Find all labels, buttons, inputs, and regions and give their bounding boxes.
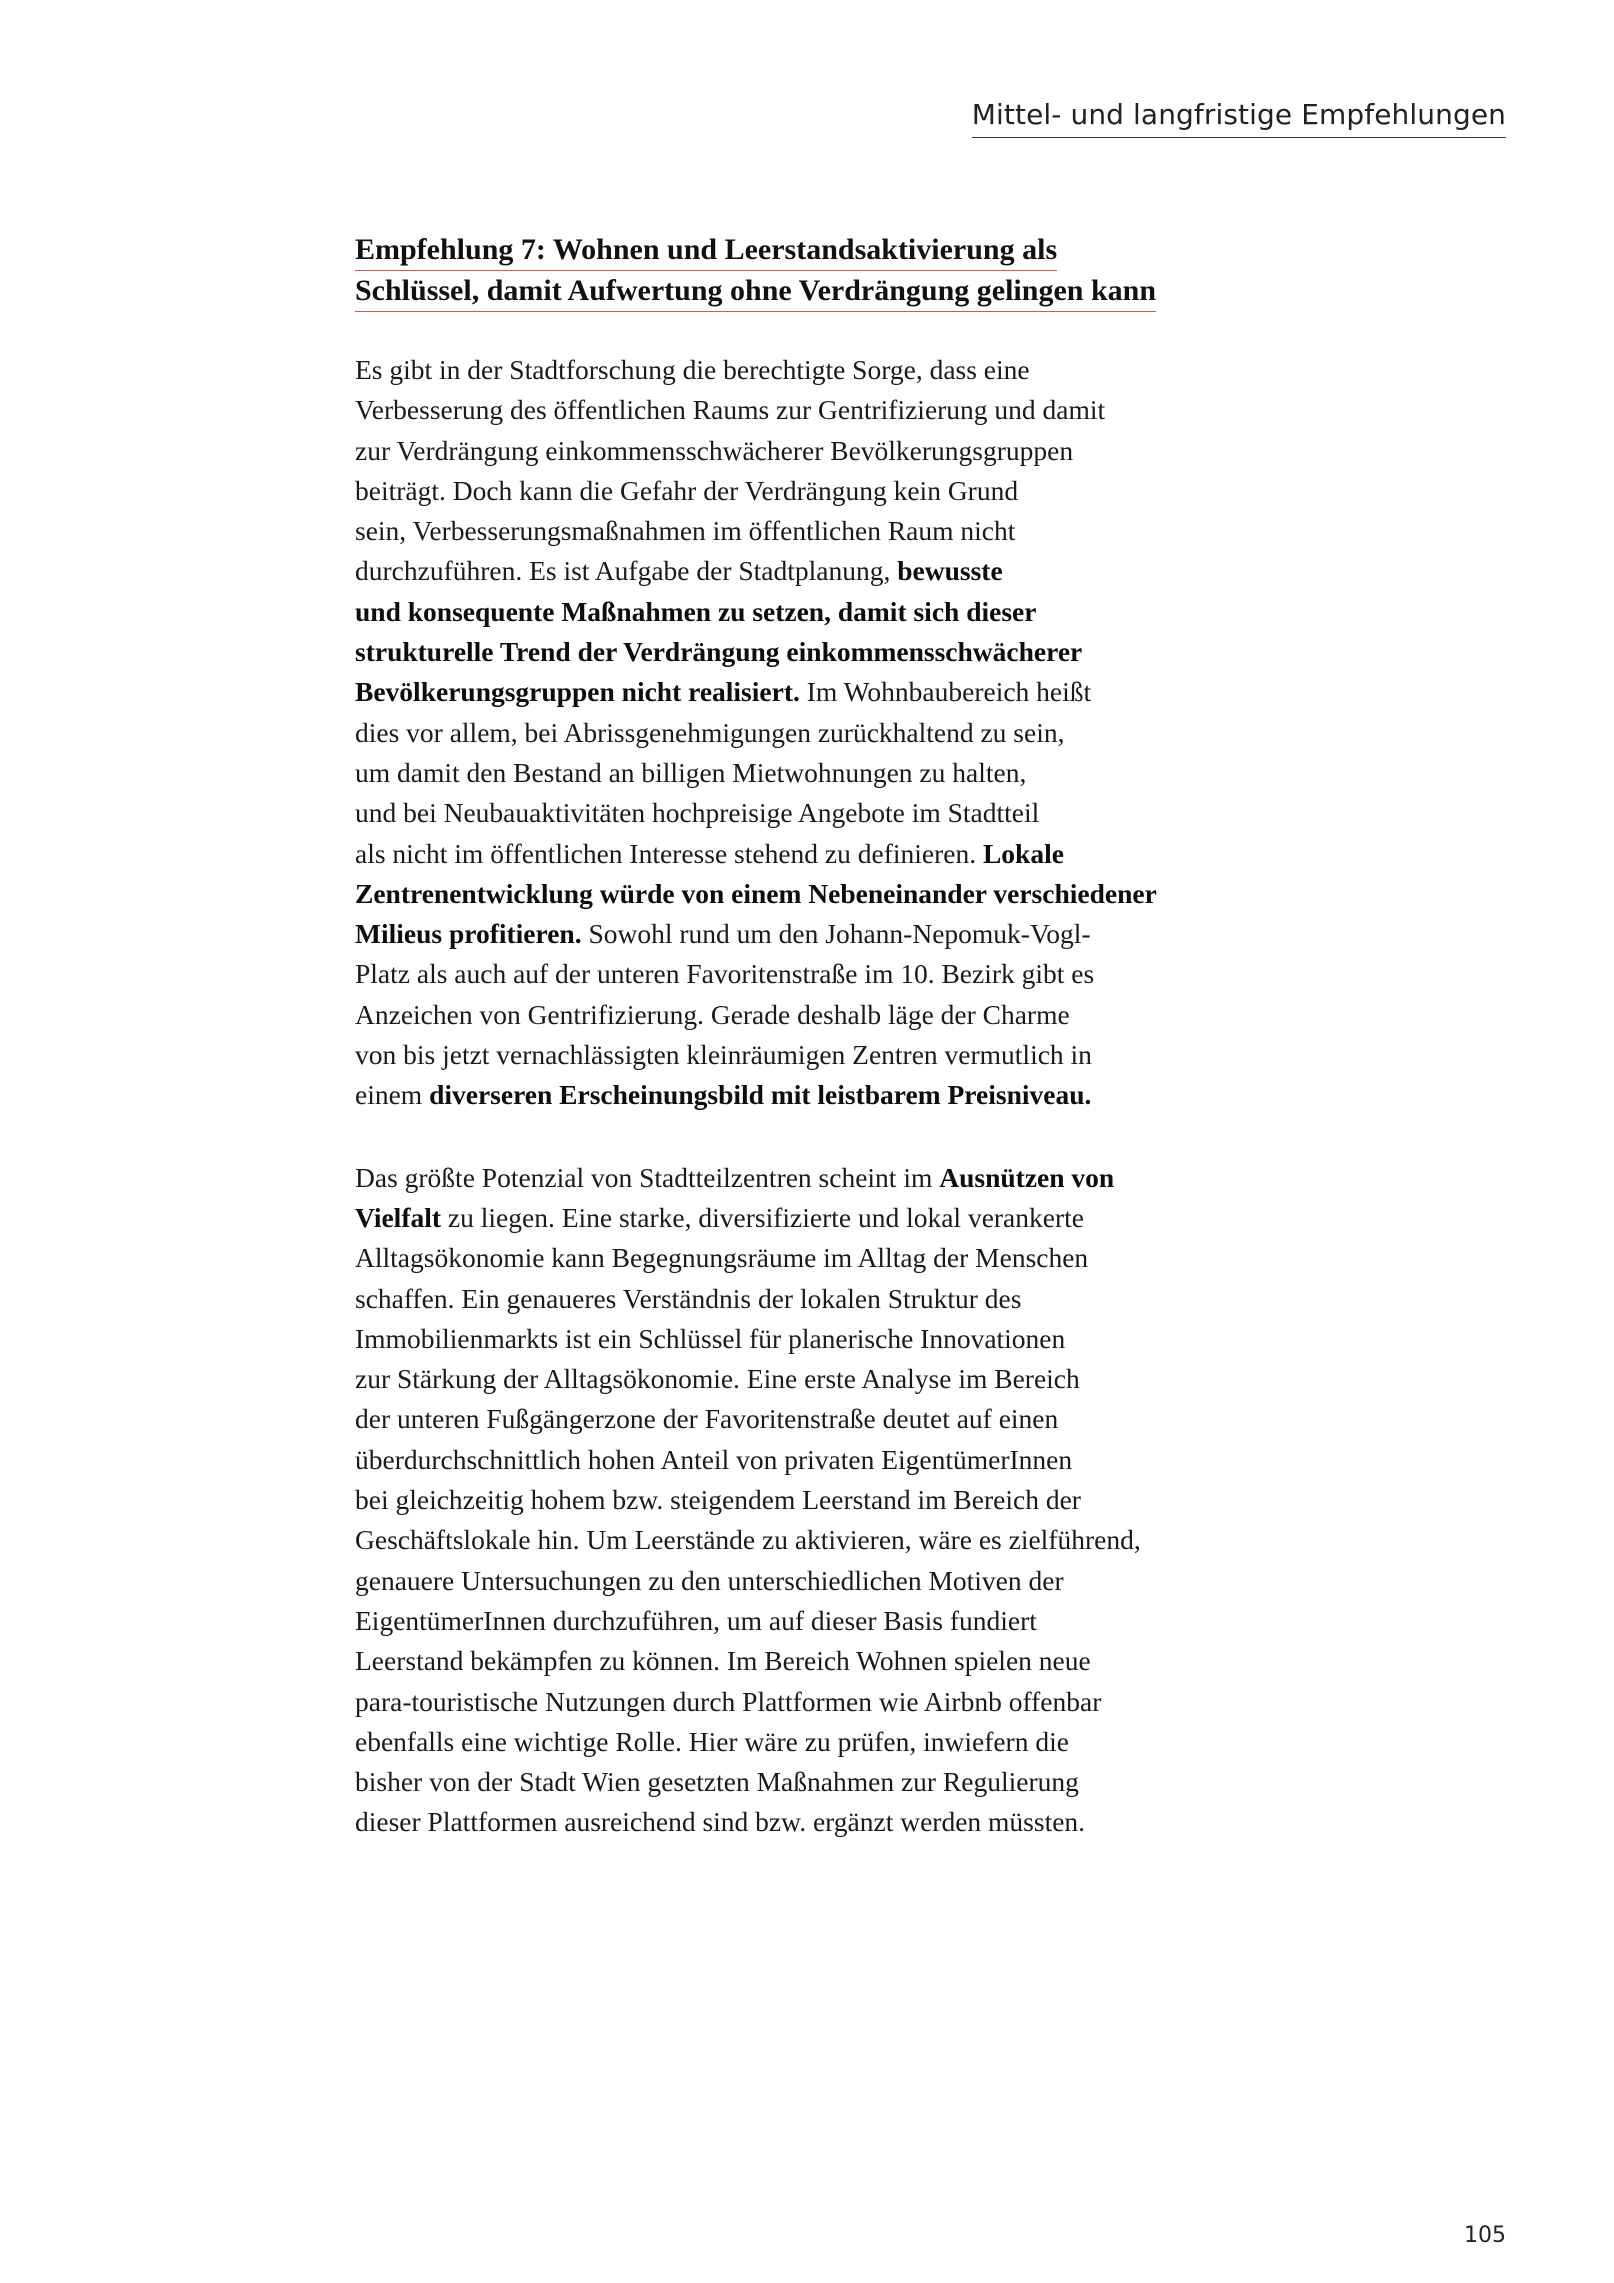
paragraph-line	[355, 1601, 1235, 1641]
paragraph-line	[355, 1359, 1235, 1399]
paragraph-line	[355, 350, 1235, 390]
text-run: Platz als auch auf der unteren Favoritenstraße im 10. Bezirk gibt es	[355, 958, 1095, 990]
text-run: zur Verdrängung einkommensschwächerer Bevölkerungsgruppen	[355, 434, 1074, 466]
paragraph-line	[355, 1802, 1235, 1842]
text-run: der unteren Fußgängerzone der Favoritenstraße deutet auf einen	[355, 1403, 1059, 1435]
paragraph-line	[355, 1722, 1235, 1762]
paragraph-line	[355, 1641, 1235, 1681]
paragraph-line	[355, 1279, 1235, 1319]
paragraph-line	[355, 753, 1235, 793]
text-run: dies vor allem, bei Abrissgenehmigungen zurückhaltend zu sein,	[355, 716, 1065, 748]
paragraph-line	[355, 390, 1235, 430]
paragraph-1	[355, 350, 1235, 1116]
bold-text-run: strukturelle Trend der Verdrängung einkommensschwächerer	[355, 636, 1083, 668]
text-run: EigentümerInnen durchzuführen, um auf dieser Basis fundiert	[355, 1604, 1037, 1636]
paragraph-line	[355, 834, 1235, 874]
paragraph-line	[355, 914, 1235, 954]
text-run: bei gleichzeitig hohem bzw. steigendem Leerstand im Bereich der	[355, 1484, 1081, 1516]
running-header: Mittel- und langfristige Empfehlungen	[972, 98, 1506, 138]
paragraph-line	[355, 1480, 1235, 1520]
paragraph-line	[355, 511, 1235, 551]
text-run: einem	[355, 1079, 430, 1111]
paragraph-line	[355, 1762, 1235, 1802]
text-run: dieser Plattformen ausreichend sind bzw. ergänzt werden müssten.	[355, 1806, 1086, 1838]
text-run: von bis jetzt vernachlässigten kleinräumigen Zentren vermutlich in	[355, 1039, 1092, 1071]
paragraph-line	[355, 632, 1235, 672]
paragraph-line	[355, 1319, 1235, 1359]
text-run: Geschäftslokale hin. Um Leerstände zu aktivieren, wäre es zielführend,	[355, 1524, 1141, 1556]
text-run: Das größte Potenzial von Stadtteilzentren scheint im	[355, 1161, 940, 1193]
main-content	[355, 230, 1235, 1885]
text-run: Im Wohnbaubereich heißt	[799, 676, 1092, 708]
paragraph-line	[355, 592, 1235, 632]
text-run: schaffen. Ein genaueres Verständnis der lokalen Struktur des	[355, 1282, 1022, 1314]
bold-text-run: bewusste	[897, 555, 1003, 587]
text-run: als nicht im öffentlichen Interesse stehend zu definieren.	[355, 837, 983, 869]
text-run: genauere Untersuchungen zu den unterschiedlichen Motiven der	[355, 1564, 1064, 1596]
paragraph-line	[355, 551, 1235, 591]
text-run: um damit den Bestand an billigen Mietwohnungen zu halten,	[355, 756, 1027, 788]
bold-text-run: Lokale	[982, 837, 1064, 869]
paragraph-line	[355, 1198, 1235, 1238]
section-title-line-1: Empfehlung 7: Wohnen und Leerstandsaktivierung als	[355, 230, 1057, 271]
paragraph-line	[355, 793, 1235, 833]
paragraph-line	[355, 713, 1235, 753]
paragraph-line	[355, 1682, 1235, 1722]
paragraph-line	[355, 1158, 1235, 1198]
paragraph-line	[355, 1440, 1235, 1480]
text-run: Anzeichen von Gentrifizierung. Gerade deshalb läge der Charme	[355, 998, 1070, 1030]
bold-text-run: Ausnützen von	[939, 1161, 1115, 1193]
text-run: Es gibt in der Stadtforschung die berechtigte Sorge, dass eine	[355, 354, 1030, 385]
bold-text-run: Bevölkerungsgruppen nicht realisiert.	[355, 676, 800, 708]
paragraph-2	[355, 1158, 1235, 1843]
text-run: Leerstand bekämpfen zu können. Im Bereich Wohnen spielen neue	[355, 1645, 1091, 1677]
page-number: 105	[1464, 2223, 1506, 2248]
paragraph-line	[355, 672, 1235, 712]
paragraph-line	[355, 1238, 1235, 1278]
bold-text-run: Milieus profitieren.	[355, 918, 582, 950]
paragraph-line	[355, 1520, 1235, 1560]
paragraph-line	[355, 1035, 1235, 1075]
text-run: Alltagsökonomie kann Begegnungsräume im Alltag der Menschen	[355, 1242, 1089, 1274]
paragraph-line	[355, 471, 1235, 511]
text-run: zur Stärkung der Alltagsökonomie. Eine erste Analyse im Bereich	[355, 1363, 1080, 1395]
text-run: beiträgt. Doch kann die Gefahr der Verdrängung kein Grund	[355, 474, 1019, 506]
text-run: bisher von der Stadt Wien gesetzten Maßnahmen zur Regulierung	[355, 1766, 1079, 1798]
paragraph-line	[355, 1075, 1235, 1115]
text-run: Immobilienmarkts ist ein Schlüssel für planerische Innovationen	[355, 1322, 1066, 1354]
text-run: ebenfalls eine wichtige Rolle. Hier wäre zu prüfen, inwiefern die	[355, 1725, 1069, 1757]
text-run: Sowohl rund um den Johann-Nepomuk-Vogl-	[581, 918, 1091, 950]
section-title	[355, 230, 1235, 312]
text-run: durchzuführen. Es ist Aufgabe der Stadtplanung,	[355, 555, 898, 587]
paragraph-line	[355, 954, 1235, 994]
paragraph-line	[355, 431, 1235, 471]
bold-text-run: Zentrenentwicklung würde von einem Nebeneinander verschiedener	[355, 877, 1157, 909]
text-run: überdurchschnittlich hohen Anteil von privaten EigentümerInnen	[355, 1443, 1073, 1475]
bold-text-run: und konsequente Maßnahmen zu setzen, damit sich dieser	[355, 595, 1037, 627]
paragraph-line	[355, 1399, 1235, 1439]
bold-text-run: Vielfalt	[355, 1201, 442, 1233]
bold-text-run: diverseren Erscheinungsbild mit leistbarem Preisniveau.	[429, 1079, 1092, 1111]
text-run: Verbesserung des öffentlichen Raums zur Gentrifizierung und damit	[355, 394, 1106, 426]
text-run: zu liegen. Eine starke, diversifizierte und lokal verankerte	[441, 1201, 1084, 1233]
section-title-line-2: Schlüssel, damit Aufwertung ohne Verdrängung gelingen kann	[355, 271, 1156, 312]
paragraph-line	[355, 874, 1235, 914]
text-run: para-touristische Nutzungen durch Plattformen wie Airbnb offenbar	[355, 1685, 1102, 1717]
text-run: sein, Verbesserungsmaßnahmen im öffentlichen Raum nicht	[355, 515, 1016, 547]
paragraph-line	[355, 1561, 1235, 1601]
paragraph-line	[355, 995, 1235, 1035]
text-run: und bei Neubauaktivitäten hochpreisige Angebote im Stadtteil	[355, 797, 1040, 829]
